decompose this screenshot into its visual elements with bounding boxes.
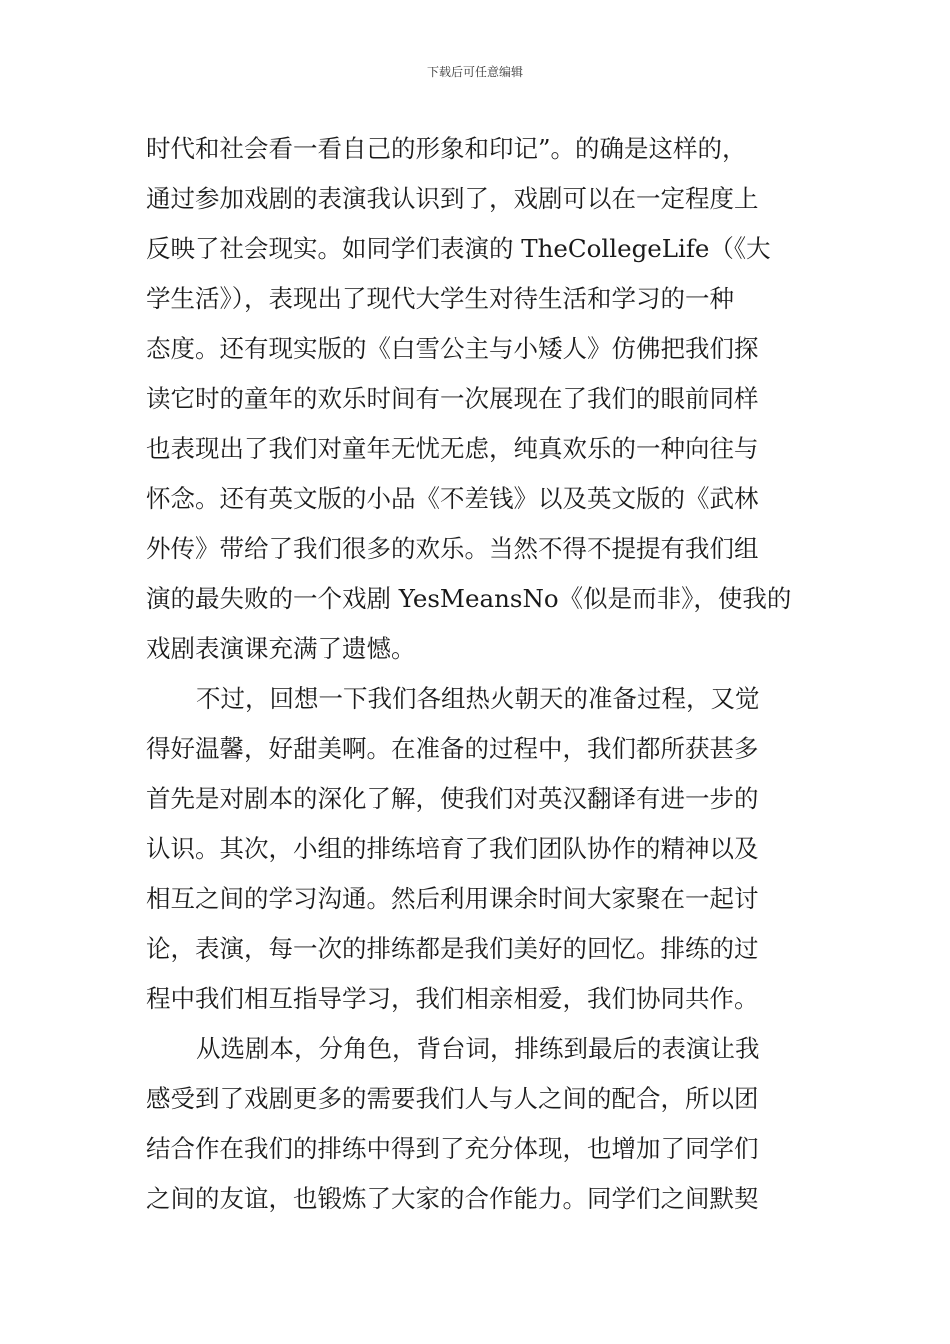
text-line: 从选剧本，分角色，背台词，排练到最后的表演让我	[196, 1034, 760, 1063]
text-line: 演的最失败的一个戏剧 YesMeansNo《似是而非》，使我的	[146, 584, 792, 613]
text-line: 戏剧表演课充满了遗憾。	[146, 634, 416, 663]
text-line: 怀念。还有英文版的小品《不差钱》以及英文版的《武林	[146, 484, 759, 513]
text-line: 也表现出了我们对童年无忧无虑，纯真欢乐的一种向往与	[146, 434, 759, 463]
text-line: 得好温馨，好甜美啊。在准备的过程中，我们都所获甚多	[146, 734, 759, 763]
text-line: 时代和社会看一看自己的形象和印记”。的确是这样的，	[146, 134, 747, 163]
text-line: 论，表演，每一次的排练都是我们美好的回忆。排练的过	[146, 934, 759, 963]
text-line: 结合作在我们的排练中得到了充分体现，也增加了同学们	[146, 1134, 759, 1163]
text-line: 之间的友谊，也锻炼了大家的合作能力。同学们之间默契	[146, 1184, 759, 1213]
text-line: 首先是对剧本的深化了解，使我们对英汉翻译有进一步的	[146, 784, 759, 813]
text-line: 不过，回想一下我们各组热火朝天的准备过程，又觉	[196, 684, 760, 713]
text-line: 程中我们相互指导学习，我们相亲相爱，我们协同共作。	[146, 984, 759, 1013]
document-body	[146, 124, 810, 1224]
text-line: 外传》带给了我们很多的欢乐。当然不得不提提有我们组	[146, 534, 759, 563]
text-line: 认识。其次，小组的排练培育了我们团队协作的精神以及	[146, 834, 759, 863]
text-line: 通过参加戏剧的表演我认识到了，戏剧可以在一定程度上	[146, 184, 759, 213]
text-line: 学生活》），表现出了现代大学生对待生活和学习的一种	[146, 284, 734, 313]
text-line: 相互之间的学习沟通。然后利用课余时间大家聚在一起讨	[146, 884, 759, 913]
text-line: 反映了社会现实。如同学们表演的 TheCollegeLife（《大	[146, 234, 771, 263]
text-line: 态度。还有现实版的《白雪公主与小矮人》仿佛把我们探	[146, 334, 759, 363]
text-line: 感受到了戏剧更多的需要我们人与人之间的配合，所以团	[146, 1084, 759, 1113]
text-line: 读它时的童年的欢乐时间有一次展现在了我们的眼前同样	[146, 384, 759, 413]
page-header: 下载后可任意编辑	[426, 65, 523, 79]
